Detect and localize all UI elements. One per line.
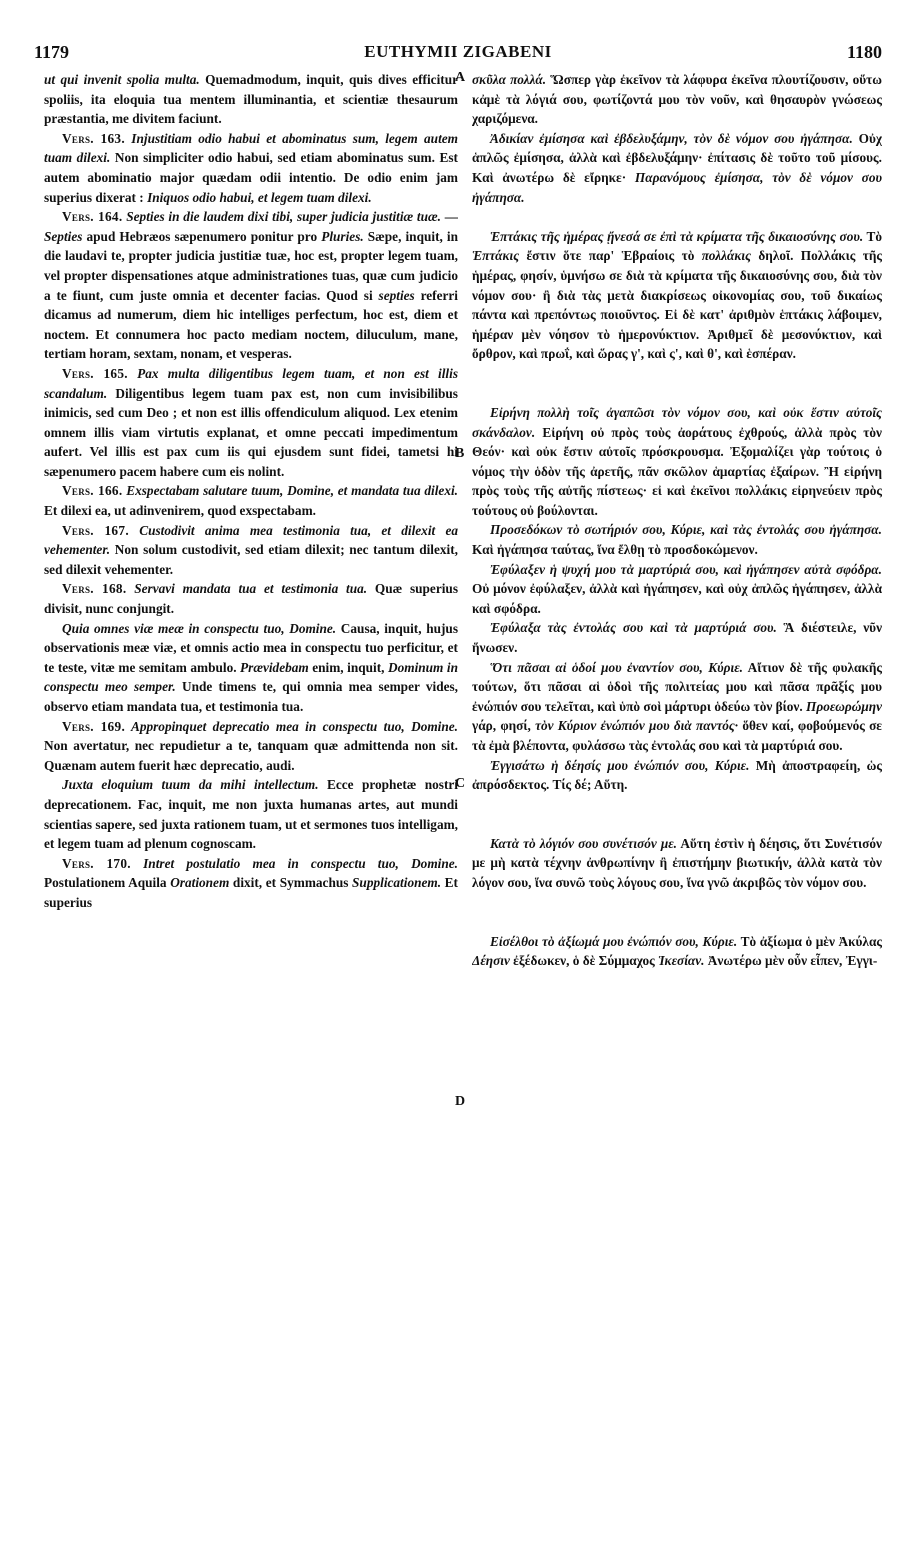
text-run: Prævidebam bbox=[240, 659, 309, 675]
text-run: Vers. 163. bbox=[62, 130, 126, 146]
latin-paragraph bbox=[44, 481, 458, 520]
greek-paragraph bbox=[472, 560, 882, 619]
text-run: Προσεδόκων τὸ σωτήριόν σου, Κύριε, καὶ τὰς ἐντολάς σου ἠγάπησα. bbox=[490, 522, 882, 538]
text-run: Non solum custodivit, sed etiam dilexit; nec tantum dilexit, sed dilexit vehementer. bbox=[44, 542, 458, 577]
page-number-left: 1179 bbox=[34, 42, 70, 62]
text-run: Προεωρώμην bbox=[806, 698, 882, 714]
text-run: Vers. 166. bbox=[62, 483, 123, 499]
latin-column bbox=[44, 70, 458, 1540]
latin-paragraph bbox=[44, 70, 458, 129]
text-run: Αἴτιον δὲ τῆς φυλακῆς τούτων, ὅτι πᾶσαι αἱ ὁδοὶ τῆς πολιτείας μου καὶ πᾶσα πρᾶξίς μου ἐνώπιόν σου τελεῖται, καὶ ὑπὸ σοὶ μάρτυρι ὁδεύω τὸν βίον. bbox=[472, 659, 882, 714]
text-run: Εἰρήνη οὐ πρὸς τοὺς ἀοράτους ἐχθρούς, ἀλλὰ πρὸς τὸν Θεόν· καὶ οὐκ ἔστιν αὐτοῖς πρόσκρουσμα. Ἐξομαλίζει γὰρ τούτοις ὁ νόμος τὴν ὁδὸν τῆς ἀρετῆς, πᾶν σκῶλον ἁμαρτίας ἐξαίρων. Ἢ εἰρήνη πρὸς τοὺς τῆς αὐτῆς πίστεως· εἰ καὶ ἐκεῖνοι πολλάκις εἰρηνεύειν πρὸς τούτους οὐ βούλονται. bbox=[472, 424, 882, 518]
text-run: Septies in die laudem dixi tibi, super judicia justitiæ tuæ. bbox=[122, 209, 441, 225]
text-run: Ὅτι πᾶσαι αἱ ὁδοί μου ἐναντίον σου, Κύριε. bbox=[490, 659, 743, 675]
greek-paragraph bbox=[472, 227, 882, 364]
text-run: Exspectabam salutare tuum, Domine, et mandata tua dilexi. bbox=[122, 483, 458, 499]
latin-paragraph bbox=[44, 579, 458, 618]
text-run: Iniquos odio habui, et legem tuam dilexi. bbox=[147, 189, 372, 205]
text-run: Appropinquet deprecatio mea in conspectu tuo, Domine. bbox=[125, 718, 458, 734]
text-run: Injustitiam odio habui et abominatus sum, legem autem tuam dilexi. bbox=[44, 130, 458, 166]
text-run: Orationem bbox=[170, 875, 230, 891]
greek-paragraph bbox=[472, 756, 882, 795]
text-run: — bbox=[440, 209, 458, 225]
latin-paragraph bbox=[44, 775, 458, 853]
text-run: Καὶ ἠγάπησα ταύτας, ἵνα ἔλθῃ τὸ προσδοκώμενον. bbox=[472, 542, 758, 558]
paragraph-gap bbox=[472, 893, 882, 932]
text-run: Vers. 170. bbox=[62, 855, 131, 871]
text-run: Τὸ ἀξίωμα ὁ μὲν Ἀκύλας bbox=[737, 933, 882, 949]
text-run: Ἐφύλαξεν ἡ ψυχή μου τὰ μαρτύριά σου, καὶ ἠγάπησεν αὐτὰ σφόδρα. bbox=[490, 561, 882, 577]
text-run: referri dicamus ad numerum, diem hic intelliges perfectum, hoc est, diem et noctem. Et connumera hoc pacto mediam noctem, diluculum, mane, tertiam horam, sextam, nonam, et vesperas. bbox=[44, 287, 458, 362]
text-run: Δέησιν bbox=[472, 953, 510, 969]
text-run: Juxta eloquium tuum da mihi intellectum. bbox=[62, 777, 319, 793]
text-run: ἔστιν ὅτε παρ' Ἑβραίοις τὸ bbox=[519, 248, 702, 264]
text-run: Diligentibus legem tuam pax est, non cum invisibilibus inimicis, sed cum Deo ; et non est illis offendiculum aliquod. Lex etenim omnem illis viam virtutis explanat, et omne peccati impedimentum aufert. Vel illis est pax cum iis qui ejusdem sunt fidei, tametsi hi sæpenumero pacem habere cum eis nolint. bbox=[44, 385, 458, 479]
text-run: ἐξέδωκεν, ὁ δὲ Σύμμαχος bbox=[509, 953, 659, 969]
text-run: Pax multa diligentibus legem tuam, et non est illis scandalum. bbox=[44, 365, 458, 401]
text-run: Ἃ διέστειλε, νῦν ἥνωσεν. bbox=[472, 620, 882, 656]
text-run: Quia omnes viæ meæ in conspectu tuo, Domine. bbox=[62, 620, 337, 636]
text-run: Vers. 169. bbox=[62, 718, 126, 734]
text-run: Κατὰ τὸ λόγιόν σου συνέτισόν με. bbox=[490, 835, 678, 851]
greek-paragraph bbox=[472, 658, 882, 756]
text-run: Ἀνωτέρω μὲν οὖν εἶπεν, Ἐγγι- bbox=[704, 953, 878, 969]
text-run: Unde timens te, qui omnia mea semper vides, observo etiam mandata tua, et testimonia tua. bbox=[44, 679, 458, 714]
text-run: Οὐ μόνον ἐφύλαξεν, ἀλλὰ καὶ ἠγάπησεν, καὶ οὐχ ἁπλῶς ἠγάπησεν, ἀλλὰ καὶ σφόδρα. bbox=[472, 581, 882, 616]
greek-paragraph bbox=[472, 520, 882, 559]
text-run: Ἀδικίαν ἐμίσησα καὶ ἐβδελυξάμην, τὸν δὲ νόμον σου ἠγάπησα. bbox=[490, 130, 853, 146]
text-run: dixit, et Symmachus bbox=[229, 875, 353, 891]
text-run: Quemadmodum, inquit, quis dives efficitur spoliis, ita eloquia tua mentem illuminantia, et scientiæ thesaurum præstantia, me divitem faciunt. bbox=[44, 72, 458, 127]
latin-paragraph bbox=[44, 854, 458, 913]
text-run: Ἑπτάκις bbox=[472, 248, 520, 264]
text-run: Vers. 167. bbox=[62, 522, 129, 538]
text-run: Supplicationem. bbox=[352, 875, 442, 891]
text-run: Ἱκεσίαν. bbox=[658, 953, 705, 969]
greek-column bbox=[472, 70, 882, 1540]
text-run: Custodivit anima mea testimonia tua, et dilexit ea vehementer. bbox=[44, 522, 458, 558]
text-run: enim, inquit, bbox=[308, 659, 388, 675]
margin-letter-c: C bbox=[455, 776, 466, 791]
greek-paragraph bbox=[472, 618, 882, 657]
greek-paragraph bbox=[472, 70, 882, 129]
margin-letter-b: B bbox=[455, 446, 465, 461]
text-run: ut qui invenit spolia multa. bbox=[44, 72, 200, 87]
text-run: Vers. 165. bbox=[62, 365, 128, 381]
greek-paragraph bbox=[472, 129, 882, 207]
paragraph-gap bbox=[472, 364, 882, 403]
margin-letter-d: D bbox=[455, 1094, 466, 1109]
text-run: Pluries. bbox=[321, 228, 364, 244]
text-run: γάρ, φησί, bbox=[472, 718, 536, 734]
text-run: τὸν Κύριον ἐνώπιόν μου διὰ παντός· bbox=[535, 718, 739, 734]
text-run: Dominum in conspectu meo semper. bbox=[44, 659, 458, 695]
text-run: Αὕτη ἐστὶν ἡ δέησις, ὅτι Συνέτισόν με μὴ κατὰ τέχνην ἀνθρωπίνην ἢ ἐπιστήμην βιωτικήν, ἀλλὰ κατὰ τὸν λόγον σου, ἵνα συνῶ τοὺς λόγους σου, ἵνα γνῶ ἀκριβῶς τὸν νόμον σου. bbox=[472, 835, 882, 890]
text-run: Μὴ ἀποστραφείη, ὡς ἀπρόσδεκτος. Τίς δέ; Αὕτη. bbox=[472, 757, 882, 793]
text-run: Non simpliciter odio habui, sed etiam abominatus sum. Est autem abominatio major quædam odii intentio. De odio enim jam superius dixerat : bbox=[44, 150, 458, 205]
greek-paragraph bbox=[472, 834, 882, 893]
text-run: Ἐγγισάτω ἡ δέησίς μου ἐνώπιόν σου, Κύριε. bbox=[490, 757, 750, 773]
text-run: Παρανόμους ἐμίσησα, τὸν δὲ νόμον σου ἠγάπησα. bbox=[472, 169, 882, 205]
text-run: Intret postulatio mea in conspectu tuo, Domine. bbox=[130, 855, 458, 871]
margin-letter-a: A bbox=[455, 70, 466, 85]
text-run: δηλοῖ. Πολλάκις τῆς ἡμέρας, φησίν, ὑμνήσω σε διὰ τὰ κρίματα τῆς δικαιοσύνης σου, διὰ τὸν νόμον σου· ἢ διὰ τὰς μετὰ διακρίσεως οἰκονομίας σου, τοῦ δικαίως πάντα καὶ πρεπόντως ποιοῦντος. Εἰ δὲ κατ' ἀριθμὸν ἑπτάκις λάβοιμεν, ἡμέραν μὲν νόησον τὸ ἡμερονύκτιον. Ἀριθμεῖ δὲ μεσονύκτιον, καὶ ὄρθρον, καὶ πρωΐ, καὶ ὥρας γ', καὶ ς', καὶ θ', καὶ ἑσπέραν. bbox=[472, 248, 882, 362]
paragraph-gap bbox=[472, 207, 882, 227]
latin-paragraph bbox=[44, 619, 458, 717]
text-run: Εἰρήνη πολλὴ τοῖς ἀγαπῶσι τὸν νόμον σου, καὶ οὐκ ἔστιν αὐτοῖς σκάνδαλον. bbox=[472, 404, 882, 440]
latin-paragraph bbox=[44, 521, 458, 580]
text-run: Causa, inquit, hujus observationis meæ viæ, et omnis actio mea in conspectu tuo perficitur, et te teste, vitæ me semitam ambulo. bbox=[44, 620, 458, 675]
latin-paragraph bbox=[44, 364, 458, 482]
text-run: Quæ superius divisit, nunc conjungit. bbox=[44, 581, 458, 617]
text-run: Ὥσπερ γὰρ ἐκεῖνον τὰ λάφυρα ἐκεῖνα πλουτίζουσιν, οὕτω κἀμὲ τὰ λόγιά σου, φωτίζοντά μου τὸν νοῦν, καὶ θησαυρὸν γνώσεως χαριζόμενα. bbox=[472, 72, 882, 127]
text-run: Ecce prophetæ nostri deprecationem. Fac, inquit, me non juxta humanas artes, aut mundi scientias sapere, sed juxta rationem tuam, ut et sermones tuos intelligam, et legem tuam ad plenum cognoscam. bbox=[44, 777, 458, 852]
page-number-right: 1180 bbox=[846, 42, 882, 62]
text-run: Τὸ bbox=[863, 228, 882, 244]
text-run: πολλάκις bbox=[701, 248, 752, 264]
text-run: Vers. 168. bbox=[62, 581, 127, 597]
text-run: Vers. 164. bbox=[62, 209, 123, 225]
text-run: Ἐφύλαξα τὰς ἐντολάς σου καὶ τὰ μαρτύριά σου. bbox=[490, 620, 777, 636]
text-run: apud Hebræos sæpenumero ponitur pro bbox=[82, 228, 322, 244]
text-run: Septies bbox=[44, 228, 83, 244]
greek-paragraph bbox=[472, 932, 882, 971]
latin-paragraph bbox=[44, 129, 458, 207]
text-run: Postulationem Aquila bbox=[44, 875, 171, 891]
text-run: ὅθεν καί, φοβούμενός σε τὰ ἐμὰ βλέποντα, φυλάσσω τὰς ἐντολάς σου καὶ τὰ μαρτύριά σου. bbox=[472, 718, 882, 753]
text-run: septies bbox=[378, 287, 415, 303]
text-run: Non avertatur, nec repudietur a te, tanquam quæ admittenda non sit. Quænam autem fuerit hæc deprecatio, audi. bbox=[44, 738, 458, 773]
text-run: Ἑπτάκις τῆς ἡμέρας ᾔνεσά σε ἐπὶ τὰ κρίματα τῆς δικαιοσύνης σου. bbox=[490, 228, 864, 244]
text-run: Et superius bbox=[44, 875, 458, 910]
text-run: Sæpe, inquit, in die laudavi te, propter judicia justitiæ tuæ, hoc est, propter legem tuam, vel propter dispensationes atque administrationes tuas, quæ cum judicio a te fiunt, cum juste omnia et decenter facias. Quod si bbox=[44, 228, 458, 303]
latin-paragraph bbox=[44, 717, 458, 776]
greek-paragraph bbox=[472, 403, 882, 521]
paragraph-gap bbox=[472, 795, 882, 834]
text-run: Οὐχ ἁπλῶς ἐμίσησα, ἀλλὰ καὶ ἐβδελυξάμην· ἐπίτασις δὲ τοῦτο τοῦ μίσους. Καὶ ἀνωτέρω δὲ εἴρηκε· bbox=[472, 130, 882, 185]
page-header bbox=[34, 42, 882, 66]
text-run: Εἰσέλθοι τὸ ἀξίωμά μου ἐνώπιόν σου, Κύριε. bbox=[490, 933, 738, 949]
text-run: σκῦλα πολλά. bbox=[472, 72, 547, 87]
running-title: EUTHYMII ZIGABENI bbox=[364, 42, 552, 61]
text-run: Et dilexi ea, ut adinvenirem, quod exspectabam. bbox=[44, 503, 316, 519]
text-run: Servavi mandata tua et testimonia tua. bbox=[126, 581, 368, 597]
latin-paragraph bbox=[44, 207, 458, 364]
